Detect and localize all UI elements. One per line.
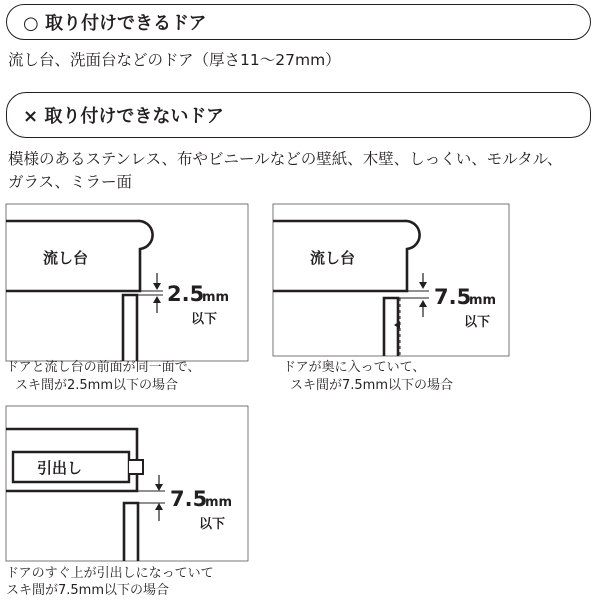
ok-section-header <box>6 4 591 40</box>
ng-title-text: 取り付けできないドア <box>44 106 224 127</box>
gap-suffix: 以下 <box>199 517 226 532</box>
caption-diagram-1-line-1: ドアと流し台の前面が同一面で、 <box>6 360 201 375</box>
ng-description-line-1: 模様のあるステンレス、布やビニールなどの壁紙、木壁、しっくい、モルタル、 <box>8 150 563 168</box>
diagram-drawer <box>5 405 249 565</box>
diagram-sink-recessed <box>272 203 516 358</box>
drawer-handle <box>129 460 143 474</box>
sink-label: 流し台 <box>43 249 89 267</box>
caption-diagram-1-line-2: スキ間が2.5mm以下の場合 <box>15 378 179 393</box>
circle-mark-icon: ○ <box>23 13 39 34</box>
gap-value: 7.5 <box>434 285 472 309</box>
gap-suffix: 以下 <box>464 315 491 330</box>
sink-label: 流し台 <box>310 249 356 267</box>
gap-unit: mm <box>469 293 497 308</box>
ok-title-text: 取り付けできるドア <box>45 13 207 34</box>
caption-diagram-3-line-2: スキ間が7.5mm以下の場合 <box>6 583 170 598</box>
diagram-sink-flush <box>5 203 249 363</box>
ok-section-title <box>23 9 206 35</box>
gap-value: 2.5 <box>167 282 205 306</box>
drawer-label: 引出し <box>37 459 83 477</box>
ok-description: 流し台、洗面台などのドア（厚さ11〜27mm） <box>8 51 341 69</box>
ng-section-title <box>23 102 224 128</box>
gap-unit: mm <box>205 495 233 510</box>
gap-suffix: 以下 <box>191 312 218 327</box>
caption-diagram-3-line-1: ドアのすぐ上が引出しになっていて <box>6 566 214 581</box>
ng-description-line-2: ガラス、ミラー面 <box>8 173 133 191</box>
gap-unit: mm <box>202 290 230 305</box>
ng-section-header <box>6 92 591 138</box>
caption-diagram-2-line-2: スキ間が7.5mm以下の場合 <box>290 378 454 393</box>
cross-mark-icon: × <box>23 106 39 127</box>
gap-value: 7.5 <box>170 487 208 511</box>
caption-diagram-2-line-1: ドアが奥に入っていて、 <box>283 360 426 375</box>
